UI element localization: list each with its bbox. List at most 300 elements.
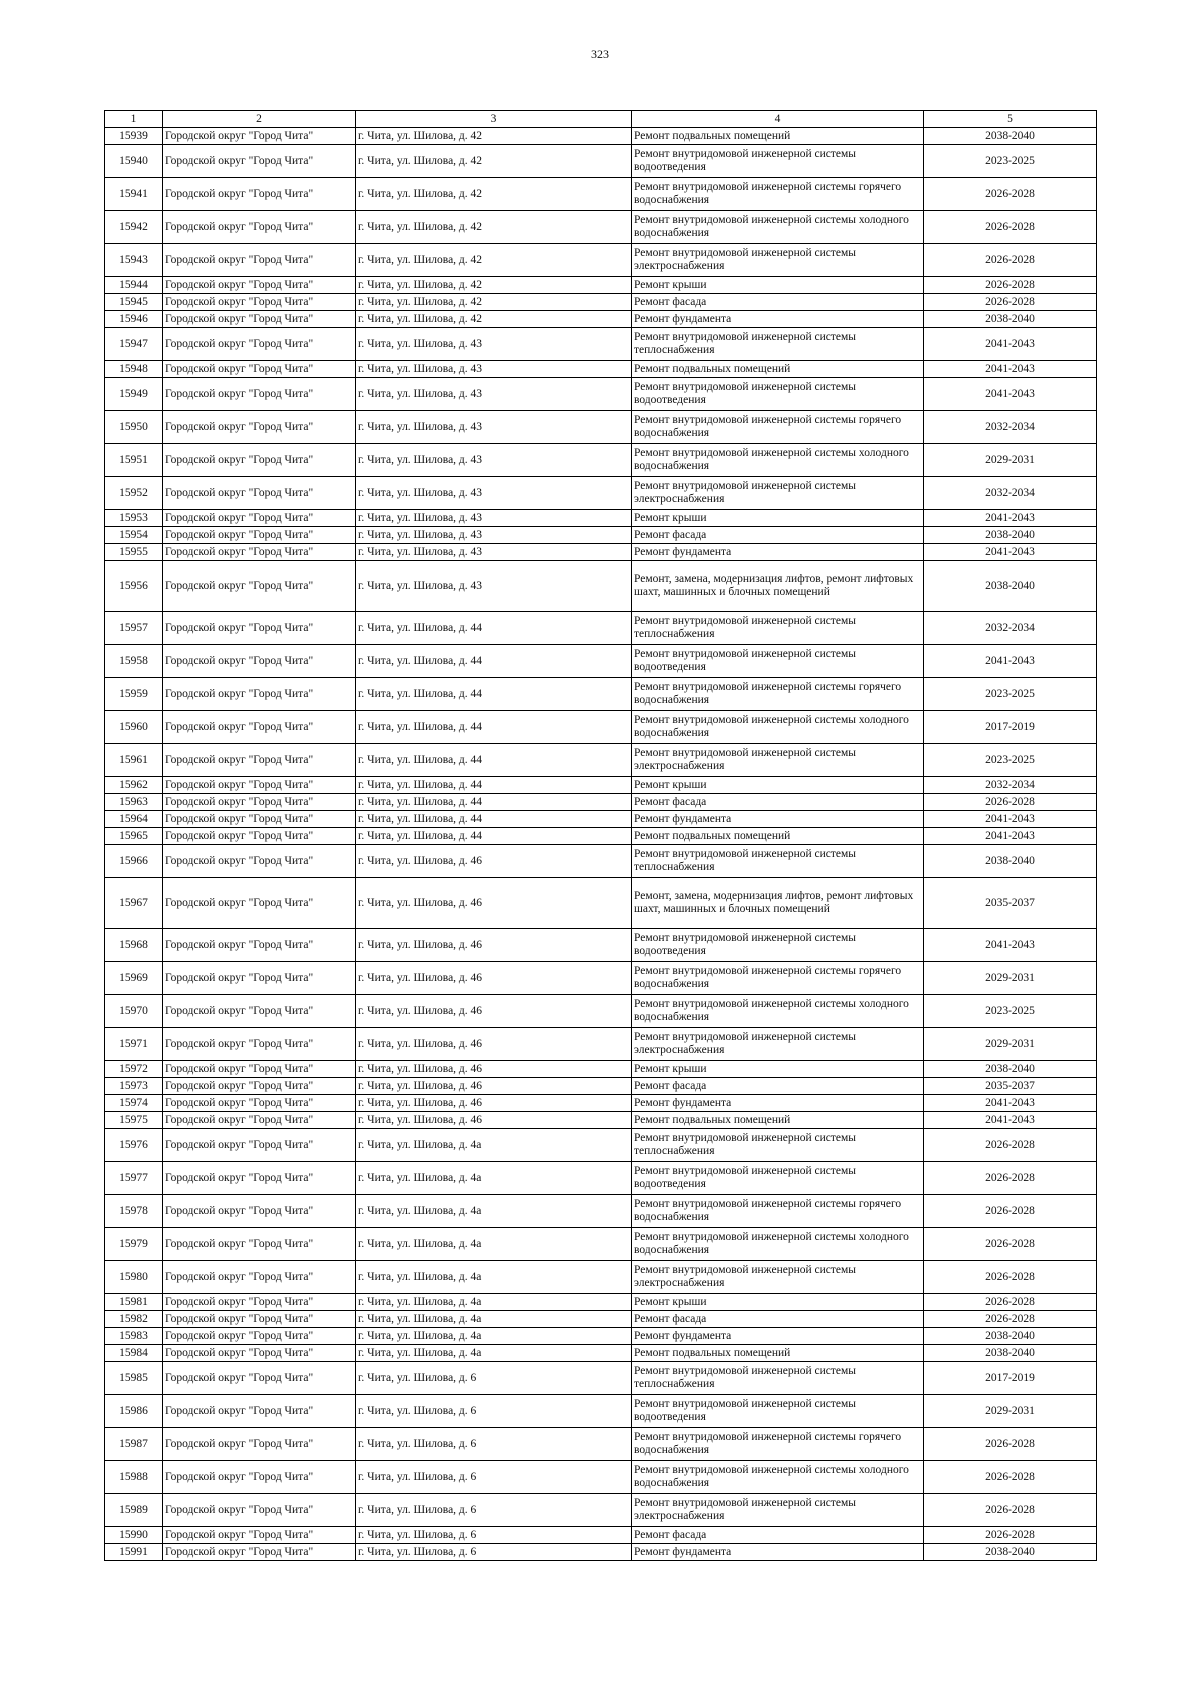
row-number: 15989 [105, 1494, 163, 1527]
period-cell: 2026-2028 [924, 244, 1097, 277]
column-header: 5 [924, 111, 1097, 128]
row-number: 15968 [105, 929, 163, 962]
table-row [105, 1362, 1097, 1395]
work-type-cell: Ремонт подвальных помещений [632, 828, 924, 845]
work-type-cell: Ремонт внутридомовой инженерной системы теплоснабжения [632, 845, 924, 878]
row-number: 15986 [105, 1395, 163, 1428]
address-cell: г. Чита, ул. Шилова, д. 4а [356, 1162, 632, 1195]
work-type-cell: Ремонт фасада [632, 794, 924, 811]
table-row [105, 361, 1097, 378]
municipality-cell: Городской округ "Город Чита" [163, 1112, 356, 1129]
address-cell: г. Чита, ул. Шилова, д. 6 [356, 1544, 632, 1561]
municipality-cell: Городской округ "Город Чита" [163, 678, 356, 711]
column-header: 2 [163, 111, 356, 128]
table-row [105, 1494, 1097, 1527]
table-row [105, 527, 1097, 544]
table-row [105, 311, 1097, 328]
work-type-cell: Ремонт фундамента [632, 1544, 924, 1561]
period-cell: 2041-2043 [924, 811, 1097, 828]
period-cell: 2029-2031 [924, 1395, 1097, 1428]
table-row [105, 794, 1097, 811]
work-type-cell: Ремонт внутридомовой инженерной системы электроснабжения [632, 244, 924, 277]
work-type-cell: Ремонт внутридомовой инженерной системы холодного водоснабжения [632, 211, 924, 244]
work-type-cell: Ремонт внутридомовой инженерной системы водоотведения [632, 929, 924, 962]
period-cell: 2041-2043 [924, 1095, 1097, 1112]
period-cell: 2032-2034 [924, 777, 1097, 794]
period-cell: 2038-2040 [924, 561, 1097, 612]
period-cell: 2026-2028 [924, 1228, 1097, 1261]
period-cell: 2026-2028 [924, 1294, 1097, 1311]
column-header: 1 [105, 111, 163, 128]
work-type-cell: Ремонт внутридомовой инженерной системы холодного водоснабжения [632, 995, 924, 1028]
row-number: 15952 [105, 477, 163, 510]
row-number: 15942 [105, 211, 163, 244]
work-type-cell: Ремонт крыши [632, 277, 924, 294]
municipality-cell: Городской округ "Город Чита" [163, 1162, 356, 1195]
work-type-cell: Ремонт фасада [632, 1078, 924, 1095]
municipality-cell: Городской округ "Город Чита" [163, 612, 356, 645]
address-cell: г. Чита, ул. Шилова, д. 4а [356, 1129, 632, 1162]
row-number: 15976 [105, 1129, 163, 1162]
row-number: 15990 [105, 1527, 163, 1544]
municipality-cell: Городской округ "Город Чита" [163, 145, 356, 178]
municipality-cell: Городской округ "Город Чита" [163, 811, 356, 828]
address-cell: г. Чита, ул. Шилова, д. 46 [356, 1095, 632, 1112]
table-row [105, 828, 1097, 845]
work-type-cell: Ремонт внутридомовой инженерной системы теплоснабжения [632, 612, 924, 645]
address-cell: г. Чита, ул. Шилова, д. 44 [356, 678, 632, 711]
work-type-cell: Ремонт фасада [632, 527, 924, 544]
address-cell: г. Чита, ул. Шилова, д. 44 [356, 811, 632, 828]
table-row [105, 178, 1097, 211]
address-cell: г. Чита, ул. Шилова, д. 46 [356, 878, 632, 929]
row-number: 15974 [105, 1095, 163, 1112]
table-row [105, 1395, 1097, 1428]
municipality-cell: Городской округ "Город Чита" [163, 561, 356, 612]
work-type-cell: Ремонт, замена, модернизация лифтов, ремонт лифтовых шахт, машинных и блочных помещений [632, 561, 924, 612]
address-cell: г. Чита, ул. Шилова, д. 43 [356, 561, 632, 612]
period-cell: 2038-2040 [924, 845, 1097, 878]
address-cell: г. Чита, ул. Шилова, д. 43 [356, 510, 632, 527]
period-cell: 2041-2043 [924, 510, 1097, 527]
municipality-cell: Городской округ "Город Чита" [163, 411, 356, 444]
row-number: 15956 [105, 561, 163, 612]
row-number: 15964 [105, 811, 163, 828]
period-cell: 2026-2028 [924, 211, 1097, 244]
table-row [105, 929, 1097, 962]
work-type-cell: Ремонт внутридомовой инженерной системы электроснабжения [632, 1494, 924, 1527]
row-number: 15960 [105, 711, 163, 744]
address-cell: г. Чита, ул. Шилова, д. 6 [356, 1428, 632, 1461]
municipality-cell: Городской округ "Город Чита" [163, 178, 356, 211]
work-type-cell: Ремонт внутридомовой инженерной системы электроснабжения [632, 744, 924, 777]
period-cell: 2026-2028 [924, 1428, 1097, 1461]
row-number: 15948 [105, 361, 163, 378]
row-number: 15946 [105, 311, 163, 328]
address-cell: г. Чита, ул. Шилова, д. 42 [356, 277, 632, 294]
address-cell: г. Чита, ул. Шилова, д. 4а [356, 1228, 632, 1261]
row-number: 15977 [105, 1162, 163, 1195]
address-cell: г. Чита, ул. Шилова, д. 4а [356, 1294, 632, 1311]
work-type-cell: Ремонт внутридомовой инженерной системы водоотведения [632, 645, 924, 678]
period-cell: 2041-2043 [924, 1112, 1097, 1129]
table-row [105, 128, 1097, 145]
row-number: 15944 [105, 277, 163, 294]
row-number: 15943 [105, 244, 163, 277]
table-row [105, 211, 1097, 244]
table-row [105, 411, 1097, 444]
table-row [105, 1061, 1097, 1078]
address-cell: г. Чита, ул. Шилова, д. 6 [356, 1527, 632, 1544]
table-row [105, 294, 1097, 311]
municipality-cell: Городской округ "Город Чита" [163, 878, 356, 929]
address-cell: г. Чита, ул. Шилова, д. 4а [356, 1311, 632, 1328]
address-cell: г. Чита, ул. Шилова, д. 6 [356, 1362, 632, 1395]
work-type-cell: Ремонт внутридомовой инженерной системы холодного водоснабжения [632, 444, 924, 477]
address-cell: г. Чита, ул. Шилова, д. 42 [356, 145, 632, 178]
table-row [105, 1261, 1097, 1294]
work-type-cell: Ремонт крыши [632, 777, 924, 794]
table-row [105, 645, 1097, 678]
row-number: 15962 [105, 777, 163, 794]
table-row [105, 744, 1097, 777]
municipality-cell: Городской округ "Город Чита" [163, 1028, 356, 1061]
table-row [105, 328, 1097, 361]
work-type-cell: Ремонт крыши [632, 1294, 924, 1311]
municipality-cell: Городской округ "Город Чита" [163, 1345, 356, 1362]
period-cell: 2026-2028 [924, 1162, 1097, 1195]
work-type-cell: Ремонт крыши [632, 1061, 924, 1078]
table-row [105, 1112, 1097, 1129]
address-cell: г. Чита, ул. Шилова, д. 46 [356, 929, 632, 962]
address-cell: г. Чита, ул. Шилова, д. 44 [356, 645, 632, 678]
row-number: 15967 [105, 878, 163, 929]
column-header: 3 [356, 111, 632, 128]
municipality-cell: Городской округ "Город Чита" [163, 378, 356, 411]
period-cell: 2041-2043 [924, 378, 1097, 411]
period-cell: 2041-2043 [924, 828, 1097, 845]
row-number: 15991 [105, 1544, 163, 1561]
row-number: 15966 [105, 845, 163, 878]
period-cell: 2017-2019 [924, 1362, 1097, 1395]
table-row [105, 145, 1097, 178]
table-row [105, 811, 1097, 828]
period-cell: 2038-2040 [924, 1544, 1097, 1561]
work-type-cell: Ремонт внутридомовой инженерной системы теплоснабжения [632, 1362, 924, 1395]
period-cell: 2026-2028 [924, 1261, 1097, 1294]
row-number: 15951 [105, 444, 163, 477]
table-row [105, 1428, 1097, 1461]
row-number: 15971 [105, 1028, 163, 1061]
address-cell: г. Чита, ул. Шилова, д. 4а [356, 1328, 632, 1345]
table-row [105, 1028, 1097, 1061]
row-number: 15987 [105, 1428, 163, 1461]
municipality-cell: Городской округ "Город Чита" [163, 845, 356, 878]
row-number: 15965 [105, 828, 163, 845]
address-cell: г. Чита, ул. Шилова, д. 44 [356, 828, 632, 845]
table-row [105, 477, 1097, 510]
work-type-cell: Ремонт внутридомовой инженерной системы холодного водоснабжения [632, 1461, 924, 1494]
period-cell: 2026-2028 [924, 1494, 1097, 1527]
period-cell: 2017-2019 [924, 711, 1097, 744]
work-type-cell: Ремонт внутридомовой инженерной системы электроснабжения [632, 1028, 924, 1061]
period-cell: 2026-2028 [924, 178, 1097, 211]
period-cell: 2026-2028 [924, 277, 1097, 294]
period-cell: 2041-2043 [924, 361, 1097, 378]
table-row [105, 561, 1097, 612]
row-number: 15958 [105, 645, 163, 678]
municipality-cell: Городской округ "Город Чита" [163, 1195, 356, 1228]
municipality-cell: Городской округ "Город Чита" [163, 1261, 356, 1294]
period-cell: 2038-2040 [924, 527, 1097, 544]
row-number: 15957 [105, 612, 163, 645]
address-cell: г. Чита, ул. Шилова, д. 4а [356, 1345, 632, 1362]
municipality-cell: Городской округ "Город Чита" [163, 1494, 356, 1527]
address-cell: г. Чита, ул. Шилова, д. 44 [356, 711, 632, 744]
address-cell: г. Чита, ул. Шилова, д. 4а [356, 1195, 632, 1228]
address-cell: г. Чита, ул. Шилова, д. 46 [356, 1028, 632, 1061]
row-number: 15980 [105, 1261, 163, 1294]
period-cell: 2038-2040 [924, 1061, 1097, 1078]
address-cell: г. Чита, ул. Шилова, д. 43 [356, 361, 632, 378]
address-cell: г. Чита, ул. Шилова, д. 6 [356, 1395, 632, 1428]
municipality-cell: Городской округ "Город Чита" [163, 645, 356, 678]
work-type-cell: Ремонт фундамента [632, 1095, 924, 1112]
address-cell: г. Чита, ул. Шилова, д. 6 [356, 1461, 632, 1494]
municipality-cell: Городской округ "Город Чита" [163, 794, 356, 811]
work-type-cell: Ремонт внутридомовой инженерной системы теплоснабжения [632, 1129, 924, 1162]
table-row [105, 1078, 1097, 1095]
table-row [105, 1162, 1097, 1195]
row-number: 15969 [105, 962, 163, 995]
municipality-cell: Городской округ "Город Чита" [163, 1362, 356, 1395]
table-row [105, 1129, 1097, 1162]
address-cell: г. Чита, ул. Шилова, д. 42 [356, 178, 632, 211]
row-number: 15954 [105, 527, 163, 544]
address-cell: г. Чита, ул. Шилова, д. 43 [356, 544, 632, 561]
municipality-cell: Городской округ "Город Чита" [163, 1395, 356, 1428]
work-type-cell: Ремонт внутридомовой инженерной системы горячего водоснабжения [632, 1195, 924, 1228]
period-cell: 2023-2025 [924, 995, 1097, 1028]
municipality-cell: Городской округ "Город Чита" [163, 1311, 356, 1328]
work-type-cell: Ремонт фундамента [632, 544, 924, 561]
address-cell: г. Чита, ул. Шилова, д. 43 [356, 328, 632, 361]
period-cell: 2023-2025 [924, 145, 1097, 178]
row-number: 15981 [105, 1294, 163, 1311]
municipality-cell: Городской округ "Город Чита" [163, 444, 356, 477]
work-type-cell: Ремонт внутридомовой инженерной системы водоотведения [632, 378, 924, 411]
period-cell: 2026-2028 [924, 1195, 1097, 1228]
row-number: 15961 [105, 744, 163, 777]
municipality-cell: Городской округ "Город Чита" [163, 1428, 356, 1461]
address-cell: г. Чита, ул. Шилова, д. 42 [356, 311, 632, 328]
work-type-cell: Ремонт внутридомовой инженерной системы водоотведения [632, 1162, 924, 1195]
row-number: 15959 [105, 678, 163, 711]
address-cell: г. Чита, ул. Шилова, д. 4а [356, 1261, 632, 1294]
municipality-cell: Городской округ "Город Чита" [163, 361, 356, 378]
work-type-cell: Ремонт фундамента [632, 811, 924, 828]
work-type-cell: Ремонт внутридомовой инженерной системы горячего водоснабжения [632, 678, 924, 711]
period-cell: 2035-2037 [924, 878, 1097, 929]
municipality-cell: Городской округ "Город Чита" [163, 1461, 356, 1494]
row-number: 15940 [105, 145, 163, 178]
address-cell: г. Чита, ул. Шилова, д. 43 [356, 411, 632, 444]
period-cell: 2029-2031 [924, 444, 1097, 477]
address-cell: г. Чита, ул. Шилова, д. 43 [356, 378, 632, 411]
period-cell: 2026-2028 [924, 1461, 1097, 1494]
work-type-cell: Ремонт подвальных помещений [632, 1112, 924, 1129]
table-header-row [105, 111, 1097, 128]
municipality-cell: Городской округ "Город Чита" [163, 1294, 356, 1311]
address-cell: г. Чита, ул. Шилова, д. 44 [356, 744, 632, 777]
table-row [105, 1311, 1097, 1328]
row-number: 15947 [105, 328, 163, 361]
period-cell: 2038-2040 [924, 1345, 1097, 1362]
row-number: 15955 [105, 544, 163, 561]
period-cell: 2038-2040 [924, 1328, 1097, 1345]
table-row [105, 845, 1097, 878]
period-cell: 2026-2028 [924, 1129, 1097, 1162]
address-cell: г. Чита, ул. Шилова, д. 46 [356, 845, 632, 878]
municipality-cell: Городской округ "Город Чита" [163, 828, 356, 845]
row-number: 15982 [105, 1311, 163, 1328]
period-cell: 2041-2043 [924, 929, 1097, 962]
table-row [105, 962, 1097, 995]
period-cell: 2026-2028 [924, 794, 1097, 811]
municipality-cell: Городской округ "Город Чита" [163, 1527, 356, 1544]
municipality-cell: Городской округ "Город Чита" [163, 711, 356, 744]
municipality-cell: Городской округ "Город Чита" [163, 777, 356, 794]
municipality-cell: Городской округ "Город Чита" [163, 244, 356, 277]
address-cell: г. Чита, ул. Шилова, д. 46 [356, 962, 632, 995]
work-type-cell: Ремонт внутридомовой инженерной системы теплоснабжения [632, 328, 924, 361]
row-number: 15972 [105, 1061, 163, 1078]
row-number: 15978 [105, 1195, 163, 1228]
table-body [105, 128, 1097, 1561]
work-type-cell: Ремонт крыши [632, 510, 924, 527]
address-cell: г. Чита, ул. Шилова, д. 44 [356, 794, 632, 811]
municipality-cell: Городской округ "Город Чита" [163, 1328, 356, 1345]
period-cell: 2038-2040 [924, 311, 1097, 328]
address-cell: г. Чита, ул. Шилова, д. 42 [356, 128, 632, 145]
work-type-cell: Ремонт подвальных помещений [632, 1345, 924, 1362]
row-number: 15949 [105, 378, 163, 411]
period-cell: 2035-2037 [924, 1078, 1097, 1095]
municipality-cell: Городской округ "Город Чита" [163, 1228, 356, 1261]
municipality-cell: Городской округ "Город Чита" [163, 311, 356, 328]
row-number: 15979 [105, 1228, 163, 1261]
table-row [105, 277, 1097, 294]
municipality-cell: Городской округ "Город Чита" [163, 294, 356, 311]
row-number: 15941 [105, 178, 163, 211]
address-cell: г. Чита, ул. Шилова, д. 42 [356, 244, 632, 277]
repair-schedule-table [104, 110, 1097, 1561]
municipality-cell: Городской округ "Город Чита" [163, 477, 356, 510]
table-row [105, 1228, 1097, 1261]
work-type-cell: Ремонт внутридомовой инженерной системы водоотведения [632, 1395, 924, 1428]
row-number: 15963 [105, 794, 163, 811]
row-number: 15939 [105, 128, 163, 145]
table-row [105, 1294, 1097, 1311]
table-row [105, 878, 1097, 929]
period-cell: 2026-2028 [924, 1311, 1097, 1328]
address-cell: г. Чита, ул. Шилова, д. 44 [356, 612, 632, 645]
period-cell: 2032-2034 [924, 411, 1097, 444]
work-type-cell: Ремонт внутридомовой инженерной системы электроснабжения [632, 477, 924, 510]
work-type-cell: Ремонт фундамента [632, 311, 924, 328]
table-row [105, 510, 1097, 527]
table-row [105, 777, 1097, 794]
table-row [105, 244, 1097, 277]
table-row [105, 1527, 1097, 1544]
municipality-cell: Городской округ "Город Чита" [163, 211, 356, 244]
table-row [105, 1345, 1097, 1362]
table-row [105, 995, 1097, 1028]
row-number: 15945 [105, 294, 163, 311]
work-type-cell: Ремонт фасада [632, 294, 924, 311]
work-type-cell: Ремонт фундамента [632, 1328, 924, 1345]
row-number: 15984 [105, 1345, 163, 1362]
table-row [105, 378, 1097, 411]
table-row [105, 678, 1097, 711]
municipality-cell: Городской округ "Город Чита" [163, 527, 356, 544]
row-number: 15970 [105, 995, 163, 1028]
municipality-cell: Городской округ "Город Чита" [163, 1095, 356, 1112]
page-number: 323 [591, 47, 609, 61]
municipality-cell: Городской округ "Город Чита" [163, 1129, 356, 1162]
municipality-cell: Городской округ "Город Чита" [163, 328, 356, 361]
work-type-cell: Ремонт внутридомовой инженерной системы холодного водоснабжения [632, 711, 924, 744]
row-number: 15988 [105, 1461, 163, 1494]
row-number: 15950 [105, 411, 163, 444]
address-cell: г. Чита, ул. Шилова, д. 43 [356, 444, 632, 477]
period-cell: 2026-2028 [924, 294, 1097, 311]
table-row [105, 1195, 1097, 1228]
address-cell: г. Чита, ул. Шилова, д. 43 [356, 477, 632, 510]
municipality-cell: Городской округ "Город Чита" [163, 1544, 356, 1561]
table-row [105, 711, 1097, 744]
work-type-cell: Ремонт внутридомовой инженерной системы холодного водоснабжения [632, 1228, 924, 1261]
municipality-cell: Городской округ "Город Чита" [163, 277, 356, 294]
work-type-cell: Ремонт внутридомовой инженерной системы горячего водоснабжения [632, 178, 924, 211]
table-row [105, 1461, 1097, 1494]
address-cell: г. Чита, ул. Шилова, д. 42 [356, 211, 632, 244]
work-type-cell: Ремонт фасада [632, 1527, 924, 1544]
row-number: 15973 [105, 1078, 163, 1095]
municipality-cell: Городской округ "Город Чита" [163, 929, 356, 962]
period-cell: 2041-2043 [924, 544, 1097, 561]
address-cell: г. Чита, ул. Шилова, д. 46 [356, 995, 632, 1028]
work-type-cell: Ремонт подвальных помещений [632, 128, 924, 145]
work-type-cell: Ремонт подвальных помещений [632, 361, 924, 378]
address-cell: г. Чита, ул. Шилова, д. 46 [356, 1078, 632, 1095]
work-type-cell: Ремонт внутридомовой инженерной системы водоотведения [632, 145, 924, 178]
municipality-cell: Городской округ "Город Чита" [163, 128, 356, 145]
row-number: 15953 [105, 510, 163, 527]
address-cell: г. Чита, ул. Шилова, д. 44 [356, 777, 632, 794]
period-cell: 2023-2025 [924, 744, 1097, 777]
period-cell: 2023-2025 [924, 678, 1097, 711]
period-cell: 2041-2043 [924, 645, 1097, 678]
table-row [105, 1328, 1097, 1345]
municipality-cell: Городской округ "Город Чита" [163, 744, 356, 777]
address-cell: г. Чита, ул. Шилова, д. 43 [356, 527, 632, 544]
period-cell: 2029-2031 [924, 962, 1097, 995]
municipality-cell: Городской округ "Город Чита" [163, 1078, 356, 1095]
row-number: 15983 [105, 1328, 163, 1345]
row-number: 15985 [105, 1362, 163, 1395]
table-row [105, 612, 1097, 645]
